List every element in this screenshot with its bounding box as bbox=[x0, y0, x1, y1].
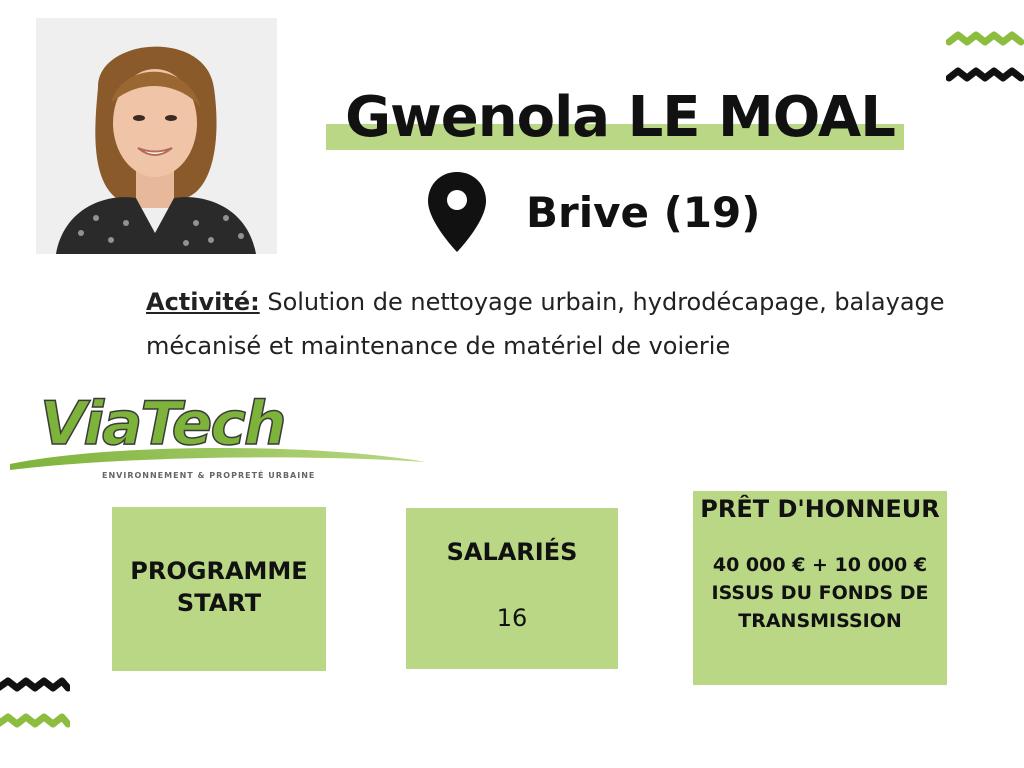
logo-wordmark: ViaTech bbox=[40, 389, 285, 459]
viatech-logo bbox=[6, 382, 430, 482]
activity-description bbox=[146, 280, 1006, 368]
location-row bbox=[426, 168, 760, 256]
loan-label: PRÊT D'HONNEUR bbox=[700, 495, 940, 523]
profile-photo bbox=[36, 18, 277, 254]
location-pin-icon bbox=[426, 170, 488, 254]
zigzag-decoration-icon bbox=[0, 674, 70, 738]
activity-text: Solution de nettoyage urbain, hydrodécapage, balayage mécanisé et maintenance de matériel de voierie bbox=[146, 288, 945, 360]
loan-detail: 40 000 € + 10 000 € ISSUS DU FONDS DE TRANSMISSION bbox=[711, 554, 929, 632]
employees-label: SALARIÉS bbox=[446, 538, 578, 566]
activity-label: Activité: bbox=[146, 288, 260, 316]
logo-tagline: ENVIRONNEMENT & PROPRETÉ URBAINE bbox=[102, 471, 316, 480]
program-box bbox=[112, 507, 326, 671]
employees-value: 16 bbox=[496, 604, 528, 632]
title-block bbox=[300, 78, 940, 158]
employees-box bbox=[406, 508, 618, 669]
person-name: Gwenola LE MOAL bbox=[345, 85, 895, 150]
zigzag-decoration-icon bbox=[946, 30, 1024, 90]
program-label: PROGRAMME START bbox=[130, 557, 308, 617]
loan-box bbox=[693, 491, 947, 685]
location-text: Brive (19) bbox=[526, 187, 761, 237]
